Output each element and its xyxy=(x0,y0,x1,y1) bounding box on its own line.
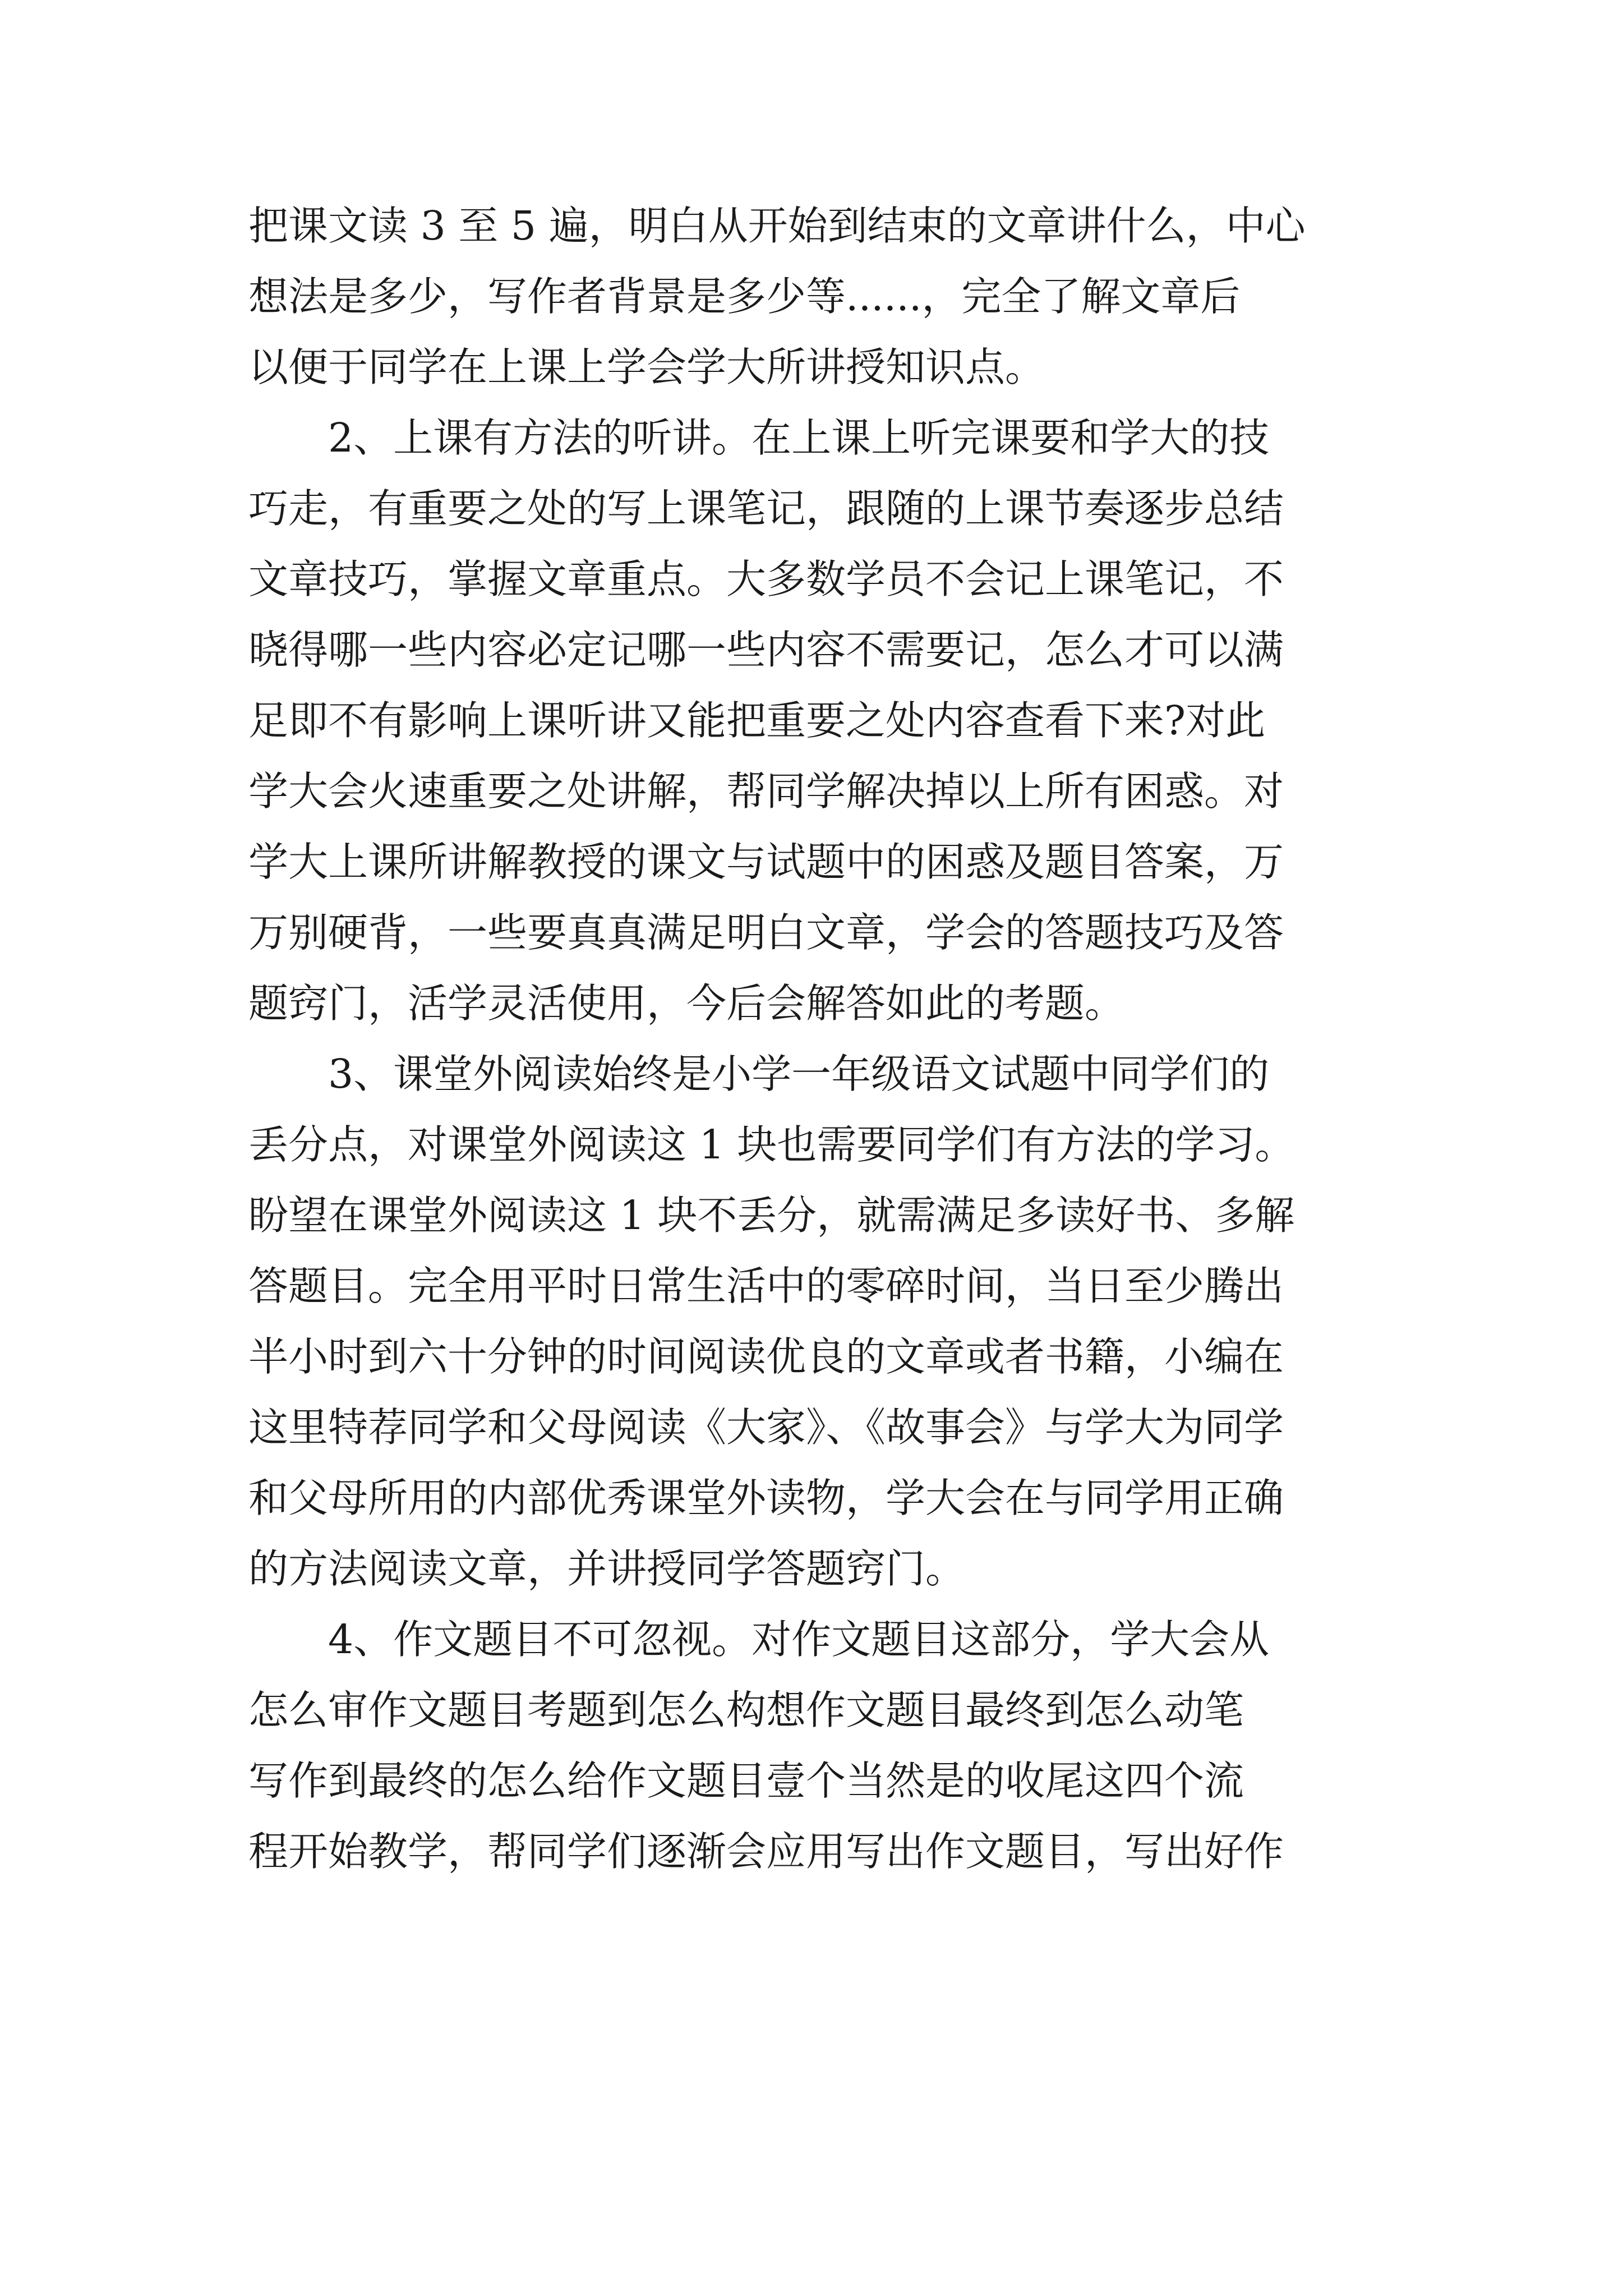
text-line: 半小时到六十分钟的时间阅读优良的文章或者书籍，小编在 xyxy=(248,1333,1284,1380)
text-line: 写作到最终的怎么给作文题目壹个当然是的收尾这四个流 xyxy=(248,1757,1244,1804)
paragraph xyxy=(248,191,1404,403)
text-line: 丢分点，对课堂外阅读这 1 块也需要同学们有方法的学习。 xyxy=(248,1121,1295,1168)
text-line: 答题目。完全用平时日常生活中的零碎时间，当日至少腾出 xyxy=(248,1263,1284,1309)
paragraph xyxy=(248,1604,1404,1887)
text-line: 程开始教学，帮同学们逐渐会应用写出作文题目，写出好作 xyxy=(248,1828,1284,1875)
text-line: 这里特荐同学和父母阅读《大家》、《故事会》与学大为同学 xyxy=(248,1404,1284,1451)
text-line: 3、课堂外阅读始终是小学一年级语文试题中同学们的 xyxy=(328,1051,1270,1097)
text-line: 的方法阅读文章，并讲授同学答题窍门。 xyxy=(248,1545,966,1592)
text-line: 和父母所用的内部优秀课堂外读物，学大会在与同学用正确 xyxy=(248,1475,1284,1521)
text-line: 4、作文题目不可忽视。对作文题目这部分，学大会从 xyxy=(328,1616,1270,1663)
text-line: 想法是多少，写作者背景是多少等......，完全了解文章后 xyxy=(248,273,1241,320)
text-line: 怎么审作文题目考题到怎么构想作文题目最终到怎么动笔 xyxy=(248,1687,1244,1733)
text-line: 题窍门，活学灵活使用，今后会解答如此的考题。 xyxy=(248,980,1125,1027)
paragraph xyxy=(248,403,1404,1039)
text-line: 2、上课有方法的听讲。在上课上听完课要和学大的技 xyxy=(328,415,1270,461)
text-line: 文章技巧，掌握文章重点。大多数学员不会记上课笔记，不 xyxy=(248,556,1284,602)
text-line: 以便于同学在上课上学会学大所讲授知识点。 xyxy=(248,344,1045,390)
text-line: 晓得哪一些内容必定记哪一些内容不需要记，怎么才可以满 xyxy=(248,627,1284,673)
text-line: 把课文读 3 至 5 遍，明白从开始到结束的文章讲什么，中心 xyxy=(248,203,1306,249)
text-line: 学大会火速重要之处讲解，帮同学解决掉以上所有困惑。对 xyxy=(248,768,1284,815)
document-body xyxy=(248,191,1404,1887)
text-line: 盼望在课堂外阅读这 1 块不丢分，就需满足多读好书、多解 xyxy=(248,1192,1295,1239)
text-line: 足即不有影响上课听讲又能把重要之处内容查看下来?对此 xyxy=(248,697,1266,744)
text-line: 万别硬背，一些要真真满足明白文章，学会的答题技巧及答 xyxy=(248,909,1284,956)
paragraph xyxy=(248,1039,1404,1604)
text-line: 学大上课所讲解教授的课文与试题中的困惑及题目答案，万 xyxy=(248,839,1284,885)
text-line: 巧走，有重要之处的写上课笔记，跟随的上课节奏逐步总结 xyxy=(248,485,1284,532)
